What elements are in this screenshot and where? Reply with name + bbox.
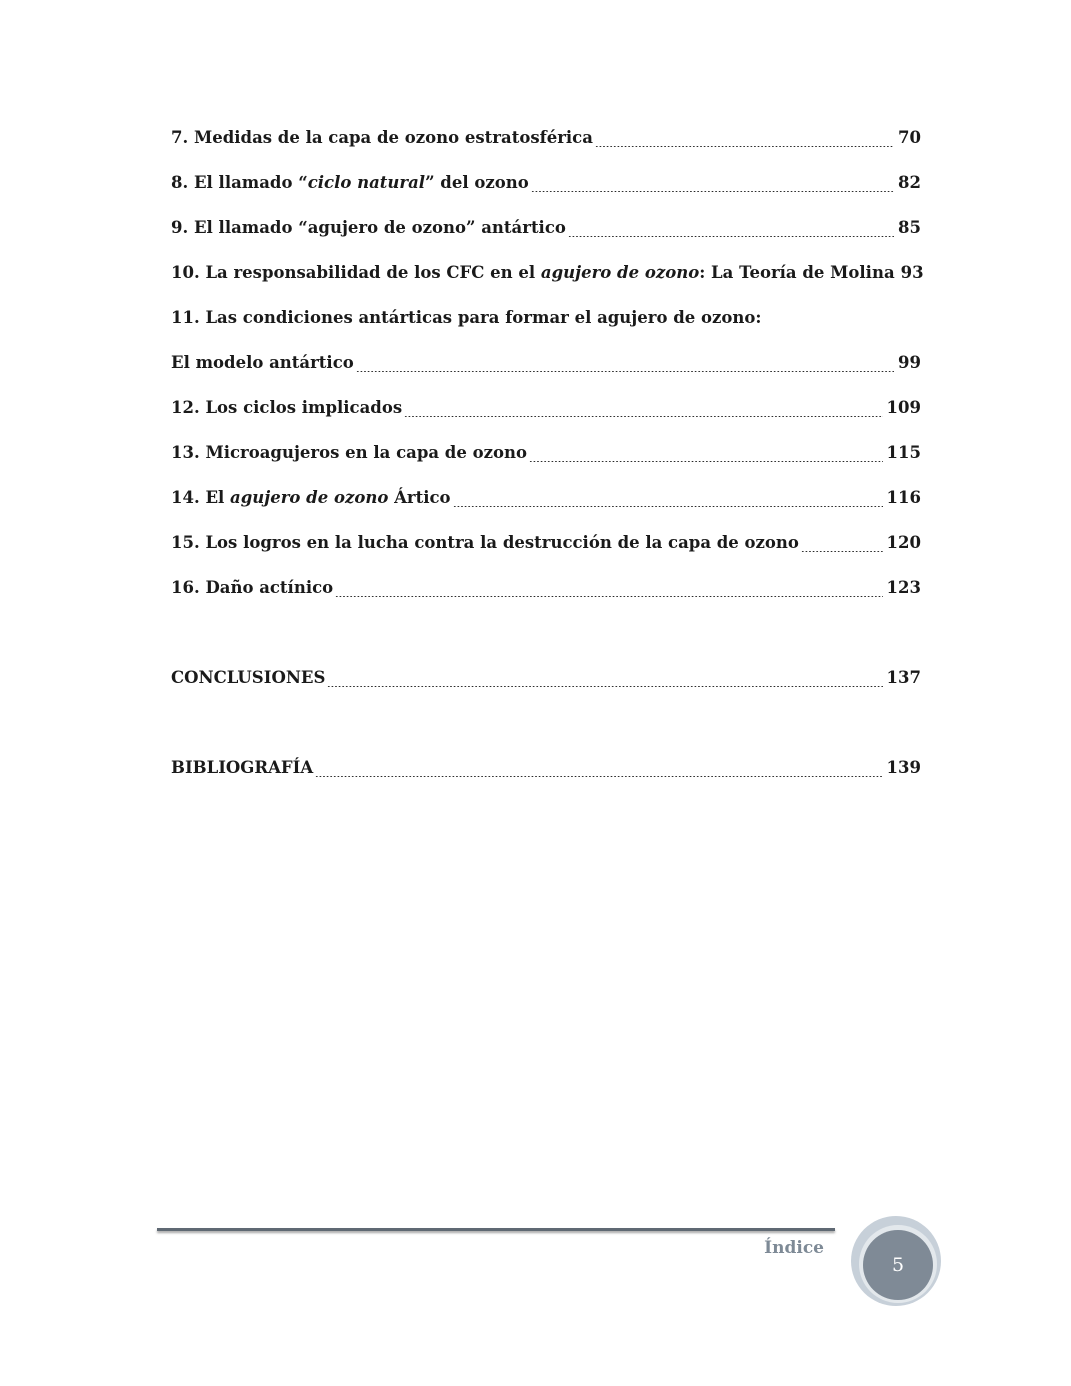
toc-entry-title-part: 12. Los ciclos implicados: [171, 398, 403, 418]
toc-entry-title-italic: agujero de ozono: [230, 488, 389, 508]
toc-dot-leader: [453, 495, 883, 507]
toc-entry-title-part: 14. El: [171, 488, 231, 508]
toc-entry-title-part: CONCLUSIONES: [171, 668, 326, 688]
toc-entry-page: 139: [886, 758, 921, 778]
toc-entry-title-part: Ártico: [388, 488, 451, 508]
toc-entry-title-part: ” del ozono: [425, 173, 529, 193]
footer-section-label: Índice: [764, 1238, 824, 1258]
footer-divider: [157, 1228, 835, 1231]
toc-dot-leader: [568, 225, 894, 237]
toc-dot-leader: [327, 675, 882, 687]
toc-entry-page: 123: [886, 578, 921, 598]
toc-entry[interactable]: [171, 386, 921, 431]
toc-dot-leader: [529, 450, 883, 462]
toc-entry-page: 120: [886, 533, 921, 553]
toc-entry-page: 115: [886, 443, 921, 463]
toc-entry[interactable]: [171, 296, 921, 341]
toc-entry-title-part: 9. El llamado “agujero de ozono” antártico: [171, 218, 566, 238]
toc-entry-title-part: BIBLIOGRAFÍA: [171, 758, 314, 778]
toc-entry[interactable]: [171, 476, 921, 521]
toc-dot-leader: [404, 405, 882, 417]
toc-entry-page: 82: [898, 173, 921, 193]
toc-entry-title: [171, 265, 897, 282]
toc-entry-title: [171, 355, 356, 372]
toc-entry-title-part: 10. La responsabilidad de los CFC en el: [171, 263, 541, 283]
toc-entry-title-part: El modelo antártico: [171, 353, 354, 373]
toc-entry[interactable]: [171, 341, 921, 386]
toc-entry-page: 116: [886, 488, 921, 508]
toc-entry[interactable]: [171, 161, 921, 206]
toc-entry-title: [171, 760, 315, 777]
toc-dot-leader: [315, 765, 882, 777]
toc-entry-page: 85: [898, 218, 921, 238]
toc-entry-title: [171, 445, 529, 462]
toc-entry-title-part: 8. El llamado “: [171, 173, 308, 193]
toc-entry-title-italic: ciclo natural: [307, 173, 426, 193]
toc-entry-title: [171, 175, 531, 192]
toc-entry-title: [171, 400, 404, 417]
toc-entry-page: 99: [898, 353, 921, 373]
toc-entry[interactable]: [171, 746, 921, 791]
toc-entry-title: [171, 535, 801, 552]
toc-entry-title-part: 15. Los logros en la lucha contra la destrucción de la capa de ozono: [171, 533, 799, 553]
toc-entry[interactable]: [171, 431, 921, 476]
toc-dot-leader: [531, 180, 894, 192]
table-of-contents: [171, 116, 924, 791]
toc-entry-title: [171, 310, 763, 327]
toc-entry-page: 70: [898, 128, 921, 148]
toc-dot-leader: [335, 585, 882, 597]
toc-dot-leader: [356, 360, 894, 372]
toc-dot-leader: [595, 135, 894, 147]
toc-entry-title: [171, 130, 595, 147]
toc-entry-title: [171, 220, 568, 237]
toc-entry[interactable]: [171, 566, 921, 611]
toc-entry-title-part: 7. Medidas de la capa de ozono estratosférica: [171, 128, 593, 148]
toc-entry[interactable]: [171, 206, 921, 251]
toc-entry-page: 109: [886, 398, 921, 418]
toc-entry[interactable]: [171, 251, 924, 296]
toc-entry-title: [171, 670, 327, 687]
toc-entry-title-part: 16. Daño actínico: [171, 578, 334, 598]
toc-entry-title-italic: agujero de ozono: [540, 263, 700, 283]
toc-entry-title-part: 11. Las condiciones antárticas para formar el agujero de ozono:: [171, 308, 762, 328]
toc-entry-title: [171, 490, 453, 507]
page-number-badge: [851, 1216, 941, 1306]
toc-entry-page: 137: [886, 668, 921, 688]
toc-dot-leader: [801, 540, 883, 552]
page-number: 5: [863, 1230, 933, 1300]
toc-entry-title-part: : La Teoría de Molina: [699, 263, 895, 283]
toc-entry-title: [171, 580, 335, 597]
toc-entry[interactable]: [171, 521, 921, 566]
toc-entry[interactable]: [171, 116, 921, 161]
toc-entry[interactable]: [171, 656, 921, 701]
toc-entry-title-part: 13. Microagujeros en la capa de ozono: [171, 443, 527, 463]
toc-entry-page: 93: [900, 263, 924, 283]
